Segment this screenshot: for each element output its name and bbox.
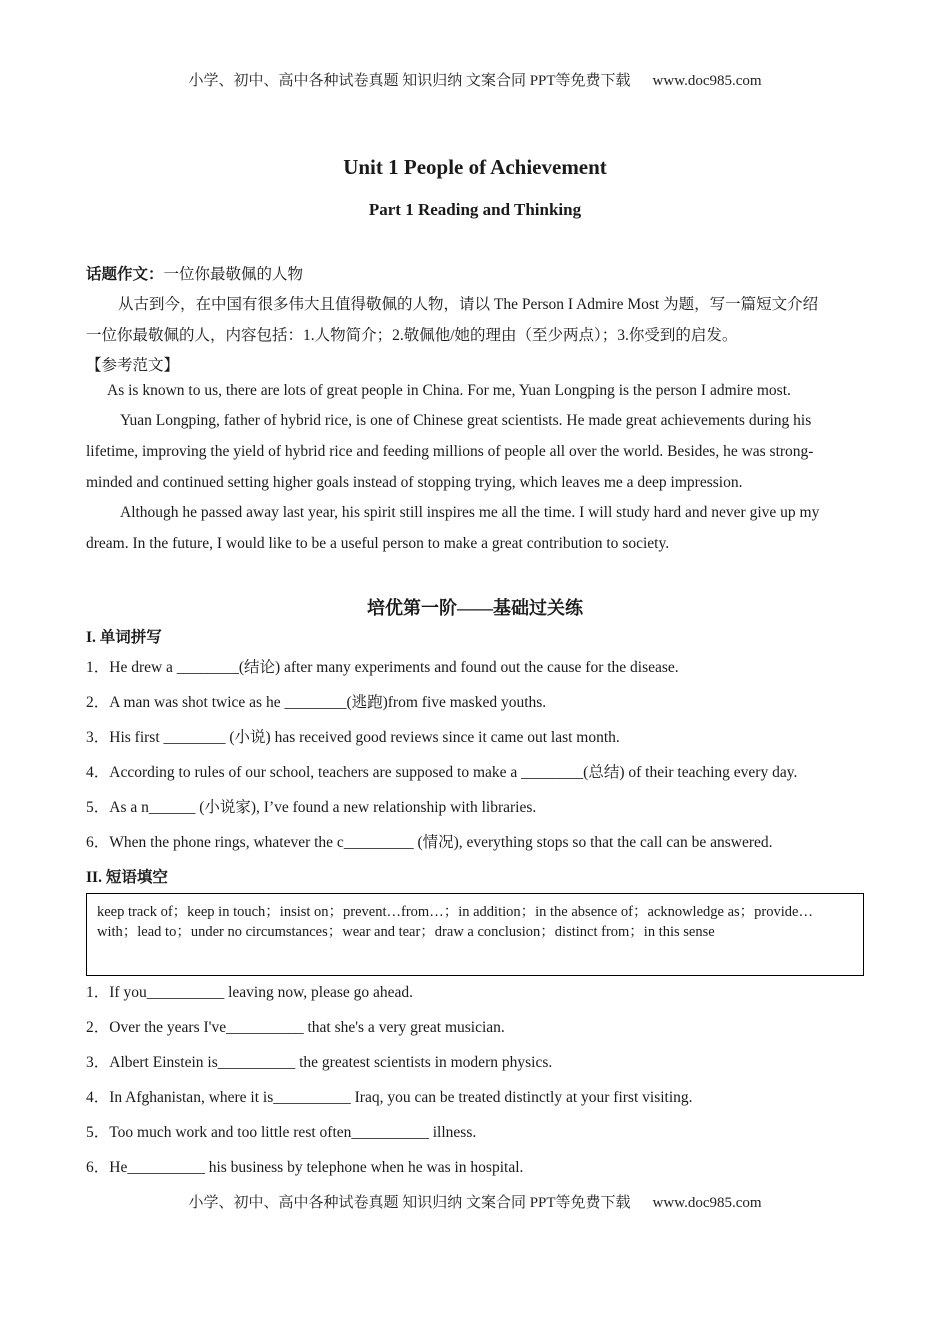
part1-item: 2．A man was shot twice as he ________(逃跑)from five masked youths. bbox=[86, 694, 547, 711]
essay-prompt-line-2: 一位你最敬佩的人，内容包括：1.人物简介；2.敬佩他/她的理由（至少两点）；3.你受到的启发。 bbox=[86, 327, 738, 344]
page-footer bbox=[0, 1191, 950, 1212]
essay-line: As is known to us, there are lots of great people in China. For me, Yuan Longping is the person I admire most. bbox=[107, 382, 791, 399]
essay-topic-label: 话题作文： bbox=[86, 266, 164, 283]
essay-line: minded and continued setting higher goals instead of stopping trying, which leaves me a deep impression. bbox=[86, 474, 743, 491]
part2-item: 6．He__________ his business by telephone when he was in hospital. bbox=[86, 1159, 524, 1176]
sample-essay-label: 【参考范文】 bbox=[86, 357, 180, 374]
header-url[interactable]: www.doc985.com bbox=[652, 73, 762, 89]
section-title: 培优第一阶——基础过关练 bbox=[367, 598, 583, 618]
essay-line: Although he passed away last year, his spirit still inspires me all the time. I will study hard and never give up my bbox=[120, 504, 820, 521]
phrase-bank-text: keep track of；keep in touch；insist on；prevent…from…；in addition；in the absence of；acknowledge as；provide…with；lead to；under no circumstances；wear and tear；draw a conclusion；distinct from；in this sense bbox=[97, 904, 813, 940]
footer-url[interactable]: www.doc985.com bbox=[652, 1195, 762, 1211]
part1-item: 1．He drew a ________(结论) after many experiments and found out the cause for the disease. bbox=[86, 659, 679, 676]
essay-topic-text: 一位你最敬佩的人物 bbox=[163, 266, 304, 283]
essay-topic-line bbox=[86, 262, 303, 284]
part1-item: 4．According to rules of our school, teachers are supposed to make a ________(总结) of their teaching every day. bbox=[86, 764, 798, 781]
page-header bbox=[0, 69, 950, 90]
part2-item: 5．Too much work and too little rest often__________ illness. bbox=[86, 1124, 477, 1141]
part1-item: 6．When the phone rings, whatever the c_________ (情况), everything stops so that the call can be answered. bbox=[86, 834, 773, 851]
part2-item: 3．Albert Einstein is__________ the greatest scientists in modern physics. bbox=[86, 1054, 553, 1071]
essay-line: dream. In the future, I would like to be a useful person to make a great contribution to society. bbox=[86, 535, 670, 552]
part2-item: 4．In Afghanistan, where it is__________ Iraq, you can be treated distinctly at your first visiting. bbox=[86, 1089, 693, 1106]
essay-prompt-line-1: 从古到今，在中国有很多伟大且值得敬佩的人物，请以 The Person I Admire Most 为题，写一篇短文介绍 bbox=[118, 296, 819, 313]
part2-heading: II. 短语填空 bbox=[86, 869, 168, 886]
part1-item: 3．His first ________ (小说) has received good reviews since it came out last month. bbox=[86, 729, 620, 746]
part1-item: 5．As a n______ (小说家), I’ve found a new relationship with libraries. bbox=[86, 799, 537, 816]
essay-line: Yuan Longping, father of hybrid rice, is one of Chinese great scientists. He made great achievements during his bbox=[120, 412, 812, 429]
phrase-bank-box bbox=[86, 893, 864, 976]
part-subtitle: Part 1 Reading and Thinking bbox=[368, 200, 582, 219]
part2-item: 1．If you__________ leaving now, please go ahead. bbox=[86, 984, 413, 1001]
part2-item: 2．Over the years I've__________ that she's a very great musician. bbox=[86, 1019, 505, 1036]
footer-text: 小学、初中、高中各种试卷真题 知识归纳 文案合同 PPT等免费下载 bbox=[188, 1195, 631, 1211]
part1-heading: I. 单词拼写 bbox=[86, 629, 162, 646]
essay-line: lifetime, improving the yield of hybrid rice and feeding millions of people all over the world. Besides, he was strong- bbox=[86, 443, 814, 460]
unit-title: Unit 1 People of Achievement bbox=[343, 155, 607, 179]
header-text: 小学、初中、高中各种试卷真题 知识归纳 文案合同 PPT等免费下载 bbox=[188, 73, 631, 89]
